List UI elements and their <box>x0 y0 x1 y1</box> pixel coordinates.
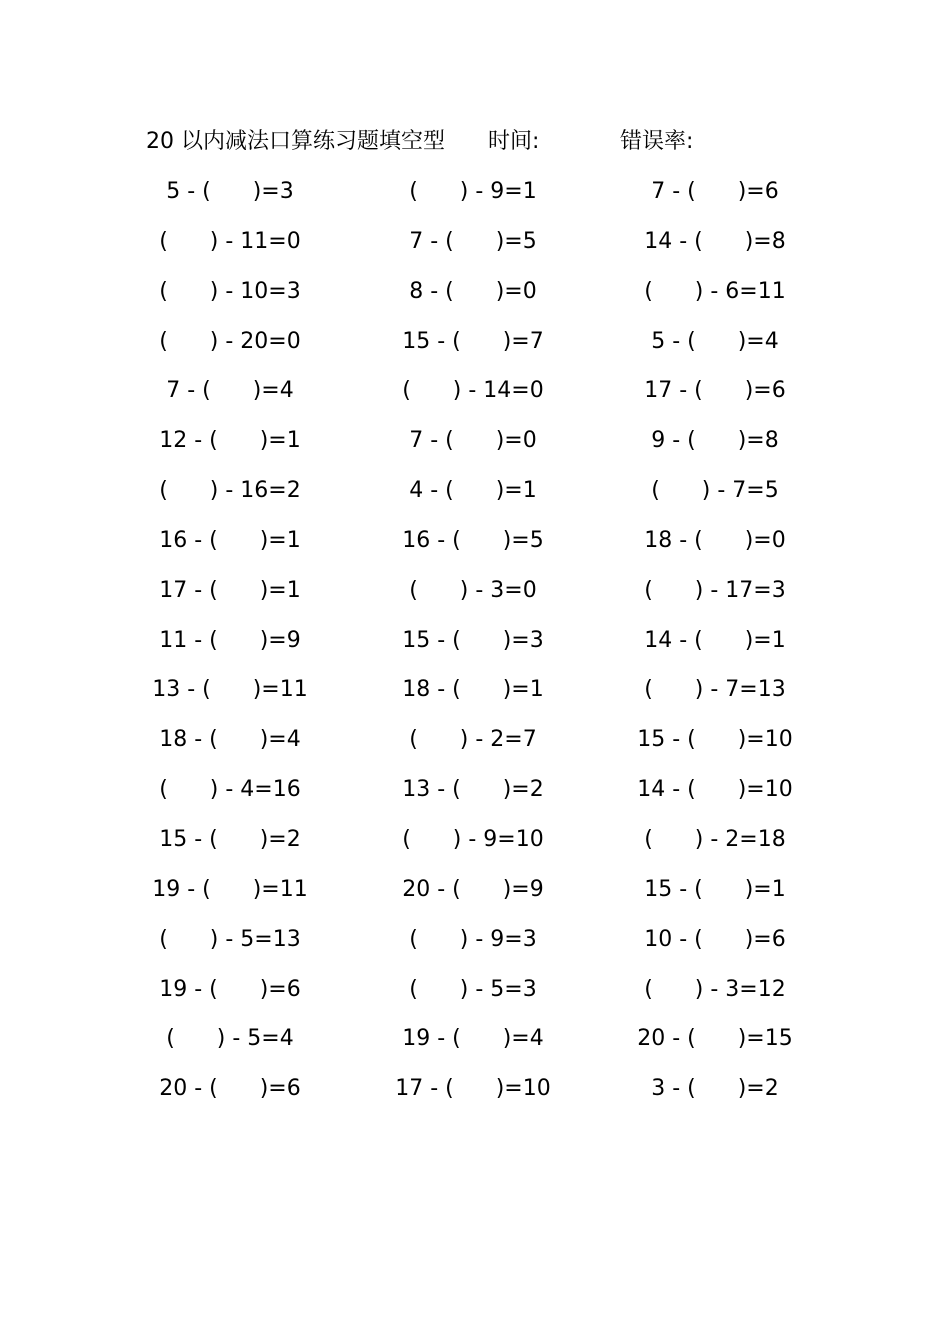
problem-item: 13 - ( )=2 <box>402 777 544 803</box>
problem-row <box>0 621 950 671</box>
problem-item: ( ) - 6=11 <box>644 278 786 304</box>
problem-row <box>0 322 950 372</box>
problem-item: 7 - ( )=4 <box>166 378 294 404</box>
problem-item: ( ) - 20=0 <box>159 328 301 354</box>
problem-item: ( ) - 4=16 <box>159 777 301 803</box>
problem-row <box>0 571 950 621</box>
problem-item: ( ) - 11=0 <box>159 228 301 254</box>
problem-item: 19 - ( )=6 <box>159 976 301 1002</box>
problem-row <box>0 421 950 471</box>
problem-item: ( ) - 7=5 <box>651 478 779 504</box>
problem-item: 4 - ( )=1 <box>409 478 537 504</box>
problem-item: ( ) - 5=3 <box>409 976 537 1002</box>
problem-item: ( ) - 9=1 <box>409 179 537 204</box>
problem-row <box>0 870 950 920</box>
problem-item: 20 - ( )=9 <box>402 876 544 902</box>
problem-row <box>0 471 950 521</box>
problem-row <box>0 970 950 1020</box>
problem-row <box>0 371 950 421</box>
problem-grid <box>0 172 950 1119</box>
problem-item: ( ) - 3=0 <box>409 577 537 603</box>
problem-item: ( ) - 5=13 <box>159 926 301 952</box>
time-label: 时间: <box>488 129 540 154</box>
problem-item: ( ) - 2=7 <box>409 727 537 753</box>
problem-row <box>0 1019 950 1069</box>
problem-item: 18 - ( )=1 <box>402 677 544 703</box>
worksheet-header <box>0 124 950 160</box>
problem-item: 8 - ( )=0 <box>409 278 537 304</box>
problem-item: 16 - ( )=5 <box>402 527 544 553</box>
problem-row <box>0 820 950 870</box>
problem-item: 13 - ( )=11 <box>152 677 308 703</box>
problem-item: 15 - ( )=3 <box>402 627 544 653</box>
problem-item: 17 - ( )=1 <box>159 577 301 603</box>
problem-row <box>0 172 950 222</box>
problem-item: ( ) - 17=3 <box>644 577 786 603</box>
problem-item: 16 - ( )=1 <box>159 527 301 553</box>
problem-row <box>0 670 950 720</box>
problem-item: 15 - ( )=1 <box>644 876 786 902</box>
problem-item: 20 - ( )=15 <box>637 1026 793 1052</box>
problem-row <box>0 1069 950 1119</box>
problem-row <box>0 920 950 970</box>
problem-item: 7 - ( )=0 <box>409 428 537 454</box>
problem-item: ( ) - 16=2 <box>159 478 301 504</box>
problem-row <box>0 720 950 770</box>
problem-row <box>0 272 950 322</box>
problem-item: ( ) - 10=3 <box>159 278 301 304</box>
problem-item: ( ) - 5=4 <box>166 1026 294 1052</box>
problem-item: 14 - ( )=1 <box>644 627 786 653</box>
problem-item: 15 - ( )=2 <box>159 826 301 852</box>
problem-item: 18 - ( )=0 <box>644 527 786 553</box>
problem-item: 17 - ( )=10 <box>395 1076 551 1102</box>
problem-item: 11 - ( )=9 <box>159 627 301 653</box>
problem-item: 12 - ( )=1 <box>159 428 301 454</box>
problem-row <box>0 770 950 820</box>
problem-item: 5 - ( )=4 <box>651 328 779 354</box>
problem-item: 7 - ( )=5 <box>409 228 537 254</box>
problem-item: 5 - ( )=3 <box>166 179 294 204</box>
problem-item: ( ) - 9=10 <box>402 826 544 852</box>
problem-row <box>0 521 950 571</box>
problem-item: 20 - ( )=6 <box>159 1076 301 1102</box>
worksheet-title: 20 以内减法口算练习题填空型 <box>146 129 445 154</box>
problem-item: 15 - ( )=10 <box>637 727 793 753</box>
problem-item: 10 - ( )=6 <box>644 926 786 952</box>
problem-item: 19 - ( )=4 <box>402 1026 544 1052</box>
problem-item: ( ) - 9=3 <box>409 926 537 952</box>
problem-item: 7 - ( )=6 <box>651 179 779 204</box>
problem-item: ( ) - 2=18 <box>644 826 786 852</box>
problem-item: ( ) - 3=12 <box>644 976 786 1002</box>
problem-item: 9 - ( )=8 <box>651 428 779 454</box>
problem-item: 15 - ( )=7 <box>402 328 544 354</box>
problem-item: 19 - ( )=11 <box>152 876 308 902</box>
problem-item: 18 - ( )=4 <box>159 727 301 753</box>
problem-row <box>0 222 950 272</box>
problem-item: 3 - ( )=2 <box>651 1076 779 1102</box>
error-rate-label: 错误率: <box>620 129 694 154</box>
problem-item: 14 - ( )=10 <box>637 777 793 803</box>
problem-item: 14 - ( )=8 <box>644 228 786 254</box>
problem-item: ( ) - 7=13 <box>644 677 786 703</box>
problem-item: ( ) - 14=0 <box>402 378 544 404</box>
problem-item: 17 - ( )=6 <box>644 378 786 404</box>
